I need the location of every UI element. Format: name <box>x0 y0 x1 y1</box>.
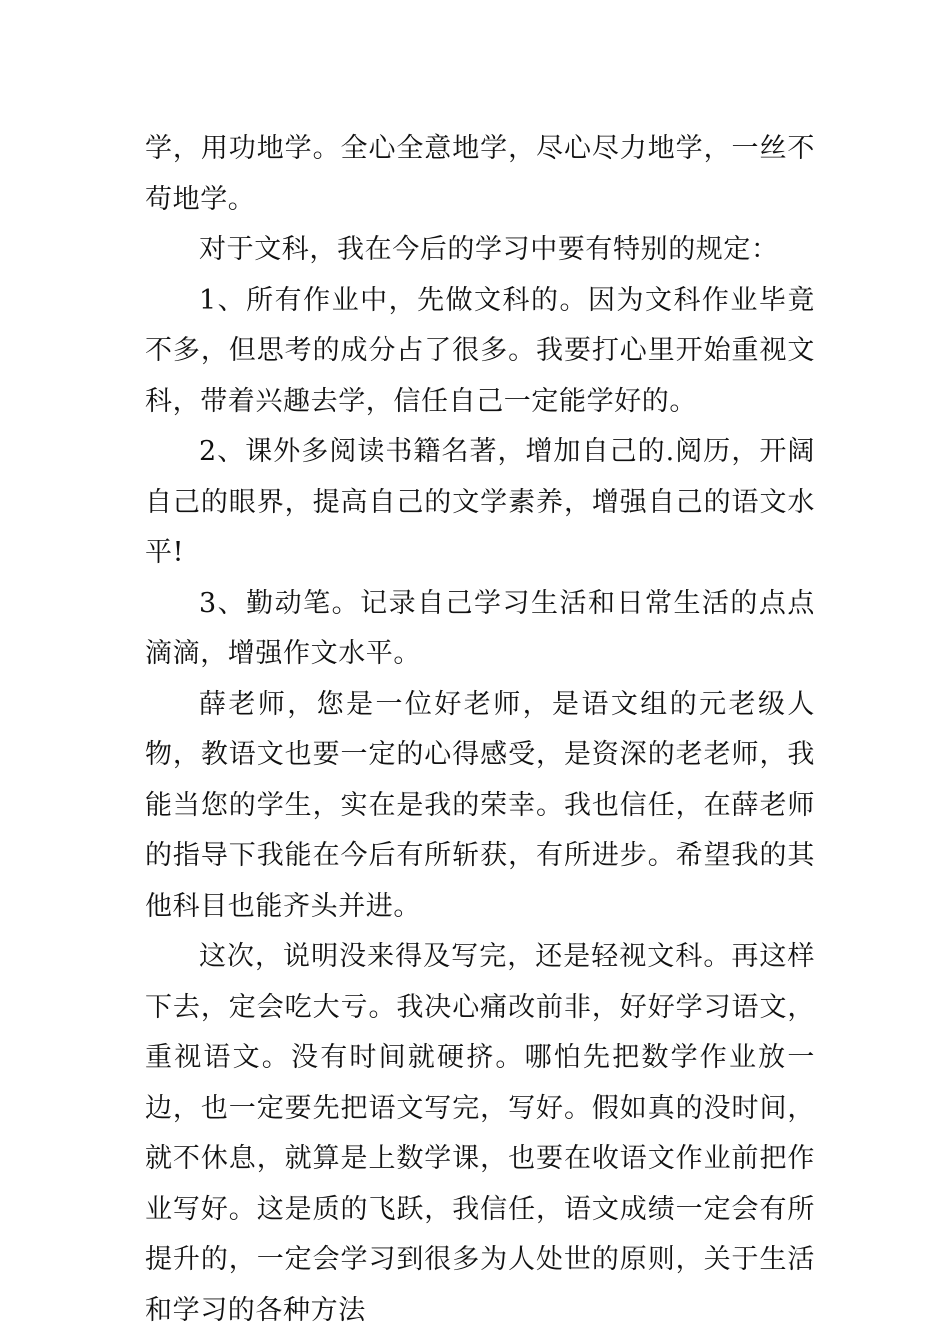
paragraph-continuation: 学，用功地学。全心全意地学，尽心尽力地学，一丝不苟地学。 <box>145 133 815 215</box>
paragraph-resolution: 这次，说明没来得及写完，还是轻视文科。再这样下去，定会吃大亏。我决心痛改前非，好好学习语文，重视语文。没有时间就硬挤。哪怕先把数学作业放一边，也一定要先把语文写完，写好。假如真的没时间，就不休息，就算是上数学课，也要在收语文作业前把作业写好。这是质的飞跃，我信任，语文成绩一定会有所提升的，一定会学习到很多为人处世的原则，关于生活和学习的各种方法 <box>145 941 815 1326</box>
paragraph-rule-3: 3、勤动笔。记录自己学习生活和日常生活的点点滴滴，增强作文水平。 <box>145 587 815 669</box>
paragraph-teacher-xue: 薛老师，您是一位好老师，是语文组的元老级人物，教语文也要一定的心得感受，是资深的老老师，我能当您的学生，实在是我的荣幸。我也信任，在薛老师的指导下我能在今后有所斩获，有所进步。希望我的其他科目也能齐头并进。 <box>145 688 815 922</box>
paragraph-rule-1: 1、所有作业中，先做文科的。因为文科作业毕竟不多，但思考的成分占了很多。我要打心里开始重视文科，带着兴趣去学，信任自己一定能学好的。 <box>145 284 815 417</box>
document-body <box>145 124 815 1336</box>
paragraph-rule-2: 2、课外多阅读书籍名著，增加自己的.阅历，开阔自己的眼界，提高自己的文学素养，增强自己的语文水平! <box>145 436 815 568</box>
paragraph-arts-rules-intro: 对于文科，我在今后的学习中要有特别的规定： <box>199 234 779 265</box>
